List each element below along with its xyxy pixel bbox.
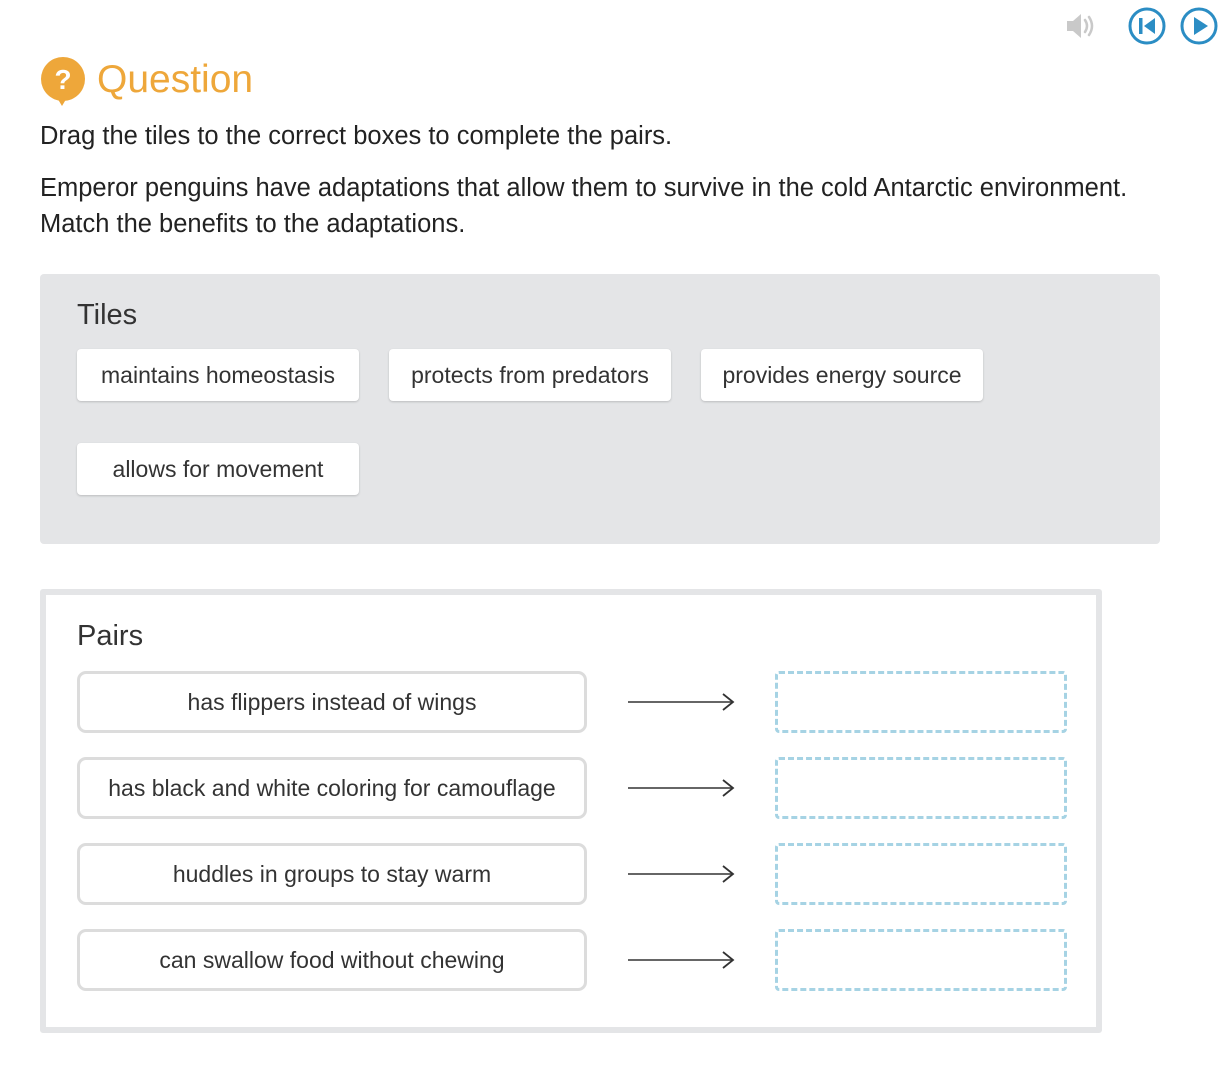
pair-term: huddles in groups to stay warm [77, 843, 587, 905]
pair-row [46, 843, 1096, 905]
tiles-heading: Tiles [77, 299, 138, 331]
drop-zone[interactable] [775, 929, 1067, 991]
prompt-text: Emperor penguins have adaptations that allow them to survive in the cold Antarctic environment. Match the benefits to the adaptations. [40, 174, 1128, 238]
arrow-right-icon [626, 690, 736, 714]
tiles-panel [40, 274, 1160, 544]
play-icon[interactable] [1179, 6, 1219, 46]
pairs-heading: Pairs [77, 620, 144, 652]
tile-maintains-homeostasis[interactable]: maintains homeostasis [77, 349, 359, 401]
tile-protects-from-predators[interactable]: protects from predators [389, 349, 671, 401]
speaker-icon[interactable] [1061, 6, 1101, 46]
pair-row [46, 929, 1096, 991]
arrow-right-icon [626, 862, 736, 886]
pairs-panel [40, 589, 1102, 1033]
drop-zone[interactable] [775, 843, 1067, 905]
media-controls [1061, 6, 1221, 46]
drop-zone[interactable] [775, 671, 1067, 733]
svg-text:?: ? [54, 64, 72, 95]
pair-term: has flippers instead of wings [77, 671, 587, 733]
arrow-right-icon [626, 776, 736, 800]
drop-zone[interactable] [775, 757, 1067, 819]
pair-term: can swallow food without chewing [77, 929, 587, 991]
page-title: Question [97, 58, 254, 101]
pair-term: has black and white coloring for camouflage [77, 757, 587, 819]
instructions-text: Drag the tiles to the correct boxes to complete the pairs. [40, 122, 673, 150]
pair-row [46, 757, 1096, 819]
skip-back-icon[interactable] [1127, 6, 1167, 46]
question-icon [40, 56, 88, 108]
pair-row [46, 671, 1096, 733]
tile-provides-energy-source[interactable]: provides energy source [701, 349, 983, 401]
tile-allows-for-movement[interactable]: allows for movement [77, 443, 359, 495]
arrow-right-icon [626, 948, 736, 972]
